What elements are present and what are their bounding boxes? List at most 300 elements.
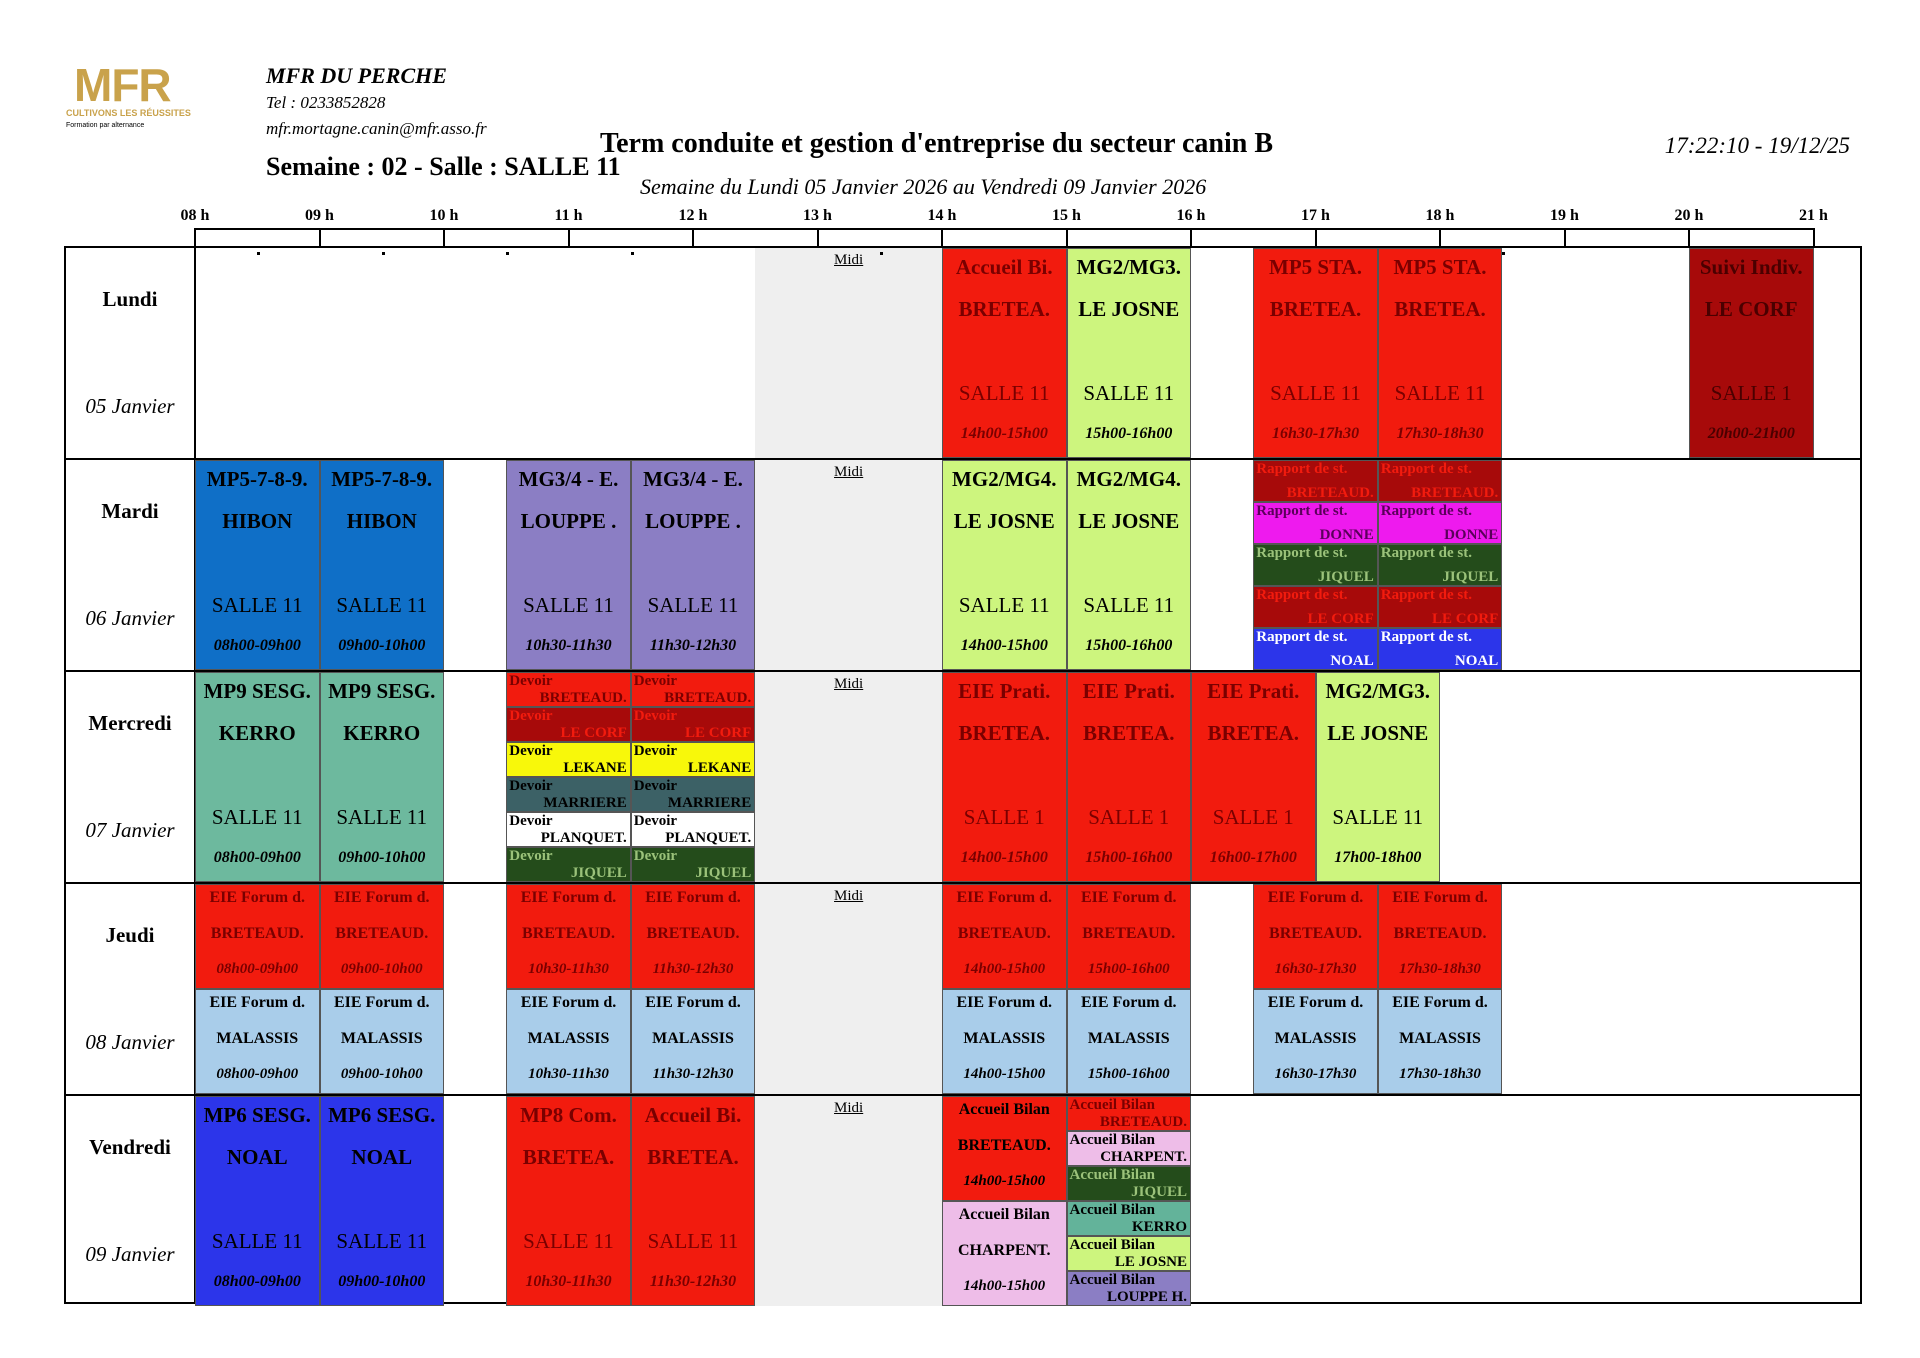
stacked-session[interactable]: [506, 847, 631, 882]
stacked-session-teacher: BRETEAUD.: [1099, 1114, 1187, 1130]
split-session-time: 14h00-15h00: [963, 961, 1046, 977]
split-session[interactable]: [942, 1096, 1067, 1201]
course-session[interactable]: [195, 1096, 320, 1306]
course-session[interactable]: [320, 672, 445, 882]
session-title: Suivi Indiv.: [1699, 255, 1803, 279]
session-room: SALLE 11: [647, 1229, 739, 1253]
split-session[interactable]: [1067, 989, 1192, 1094]
course-session[interactable]: [195, 672, 320, 882]
stacked-session[interactable]: [506, 672, 631, 707]
hour-tick: [319, 228, 321, 248]
lunch-label: Midi: [834, 676, 864, 692]
split-session[interactable]: [320, 989, 445, 1094]
split-session-teacher: BRETEAUD.: [1269, 925, 1362, 942]
stacked-session-title: Accueil Bilan: [1069, 1237, 1155, 1253]
session-title: EIE Prati.: [1082, 679, 1175, 703]
stacked-session-title: Accueil Bilan: [1069, 1132, 1155, 1148]
hour-label: 09 h: [305, 207, 334, 224]
day-date: 06 Janvier: [85, 606, 175, 630]
split-session-teacher: MALASSIS: [216, 1030, 299, 1047]
split-session[interactable]: [1378, 989, 1503, 1094]
split-session-teacher: BRETEAUD.: [1393, 925, 1487, 942]
split-session-time: 16h30-17h30: [1274, 961, 1357, 977]
org-tel: Tel : 0233852828: [266, 93, 386, 112]
session-time: 08h00-09h00: [213, 1273, 301, 1290]
session-teacher: LE JOSNE: [1078, 297, 1180, 321]
split-session[interactable]: [1253, 989, 1378, 1094]
mfr-logo: [62, 59, 222, 140]
session-room: SALLE 11: [1332, 805, 1424, 829]
stacked-session-title: Rapport de st.: [1380, 629, 1473, 645]
stacked-session[interactable]: [1378, 586, 1503, 628]
stacked-session-title: Accueil Bilan: [1069, 1202, 1155, 1218]
session-title: MG2/MG4.: [952, 467, 1057, 491]
course-session[interactable]: [1191, 672, 1316, 882]
hour-label: 11 h: [554, 207, 583, 224]
course-session[interactable]: [631, 460, 756, 670]
stacked-session[interactable]: [631, 707, 756, 742]
hour-label: 20 h: [1674, 207, 1704, 224]
split-session-time: 11h30-12h30: [652, 961, 734, 977]
hour-tick: [443, 228, 445, 248]
course-session[interactable]: [195, 460, 320, 670]
split-session-title: EIE Forum d.: [1267, 889, 1364, 906]
split-session-title: EIE Forum d.: [956, 994, 1053, 1011]
hour-label: 10 h: [429, 207, 459, 224]
grid-dot: [506, 252, 509, 255]
stacked-session-title: Rapport de st.: [1256, 461, 1348, 477]
session-title: MP8 Com.: [520, 1103, 617, 1127]
stacked-session[interactable]: [1067, 1201, 1192, 1236]
split-session-time: 11h30-12h30: [652, 1066, 734, 1082]
stacked-session-teacher: DONNE: [1319, 527, 1374, 543]
hour-tick: [194, 228, 196, 248]
split-session-time: 14h00-15h00: [963, 1278, 1046, 1294]
stacked-session-title: Devoir: [509, 778, 553, 794]
split-session-time: 09h00-10h00: [340, 1066, 423, 1082]
stacked-session-title: Rapport de st.: [1380, 503, 1473, 519]
split-session[interactable]: [506, 884, 631, 989]
session-title: MP5-7-8-9.: [206, 467, 308, 491]
course-session[interactable]: [506, 460, 631, 670]
session-teacher: LOUPPE .: [645, 509, 741, 533]
course-session[interactable]: [631, 1096, 756, 1306]
session-title: MP9 SESG.: [203, 679, 311, 703]
split-session[interactable]: [195, 884, 320, 989]
split-session-time: 14h00-15h00: [963, 1173, 1046, 1189]
day-name: Mercredi: [88, 711, 172, 735]
hour-label: 14 h: [927, 207, 957, 224]
stacked-session-title: Devoir: [509, 673, 553, 689]
split-session[interactable]: [631, 884, 756, 989]
session-time: 09h00-10h00: [338, 1273, 426, 1290]
session-room: SALLE 11: [336, 593, 428, 617]
session-title: MG2/MG3.: [1076, 255, 1181, 279]
lunch-label: Midi: [834, 1100, 864, 1116]
split-session-teacher: BRETEAUD.: [957, 1137, 1051, 1154]
split-session-teacher: BRETEAUD.: [335, 925, 429, 942]
session-time: 14h00-15h00: [960, 637, 1048, 654]
day-date: 05 Janvier: [85, 394, 175, 418]
course-session[interactable]: [320, 1096, 445, 1306]
day-date: 07 Janvier: [85, 818, 175, 842]
grid-dot: [1502, 252, 1505, 255]
session-room: SALLE 11: [1083, 593, 1175, 617]
print-timestamp: 17:22:10 - 19/12/25: [1664, 133, 1850, 158]
hour-tick: [1564, 228, 1566, 248]
split-session[interactable]: [942, 1201, 1067, 1306]
session-room: SALLE 11: [523, 1229, 614, 1253]
hour-tick: [1813, 228, 1815, 248]
stacked-session[interactable]: [1378, 460, 1503, 502]
session-title: EIE Prati.: [958, 679, 1051, 703]
day-name: Mardi: [101, 499, 159, 523]
split-session-time: 09h00-10h00: [340, 961, 423, 977]
session-time: 16h30-17h30: [1271, 425, 1360, 442]
stacked-session[interactable]: [1378, 544, 1503, 586]
session-teacher: NOAL: [226, 1145, 288, 1169]
session-room: SALLE 11: [1083, 381, 1175, 405]
session-teacher: NOAL: [351, 1145, 413, 1169]
session-time: 14h00-15h00: [960, 425, 1048, 442]
hour-tick: [568, 228, 570, 248]
lunch-break: [755, 460, 942, 670]
stacked-session-title: Devoir: [509, 708, 553, 724]
grid-dot: [631, 252, 634, 255]
session-room: SALLE 11: [336, 1229, 428, 1253]
split-session[interactable]: [942, 989, 1067, 1094]
session-time: 16h00-17h00: [1209, 849, 1297, 866]
session-time: 15h00-16h00: [1085, 425, 1173, 442]
page-title: Term conduite et gestion d'entreprise du secteur canin B: [600, 128, 1274, 159]
split-session-time: 15h00-16h00: [1087, 961, 1170, 977]
session-teacher: BRETEA.: [1082, 721, 1175, 745]
session-title: MG3/4 - E.: [518, 467, 619, 491]
day-name: Vendredi: [89, 1135, 171, 1159]
session-room: SALLE 11: [958, 593, 1050, 617]
split-session-time: 14h00-15h00: [963, 1066, 1046, 1082]
session-teacher: HIBON: [346, 509, 417, 533]
stacked-session-title: Devoir: [633, 813, 678, 829]
stacked-session[interactable]: [506, 777, 631, 812]
course-session[interactable]: [506, 1096, 631, 1306]
hour-label: 18 h: [1425, 207, 1455, 224]
hour-tick: [1315, 228, 1317, 248]
session-title: MG3/4 - E.: [643, 467, 743, 491]
session-room: SALLE 1: [1710, 381, 1792, 405]
hour-tick: [692, 228, 694, 248]
stacked-session-teacher: JIQUEL: [570, 865, 627, 881]
split-session-teacher: MALASSIS: [1274, 1030, 1357, 1047]
split-session-title: EIE Forum d.: [1080, 889, 1177, 906]
stacked-session[interactable]: [1253, 544, 1378, 586]
session-room: SALLE 11: [211, 593, 303, 617]
stacked-session-teacher: LEKANE: [687, 760, 752, 776]
session-teacher: BRETEA.: [958, 297, 1051, 321]
logo-sub: Formation par alternance: [66, 122, 145, 129]
stacked-session-title: Devoir: [509, 848, 553, 864]
stacked-session[interactable]: [1253, 460, 1378, 502]
split-session-teacher: CHARPENT.: [957, 1242, 1051, 1259]
stacked-session[interactable]: [1253, 586, 1378, 628]
stacked-session-teacher: LE CORF: [684, 725, 752, 741]
course-session[interactable]: [1067, 672, 1192, 882]
split-session-title: EIE Forum d.: [209, 994, 306, 1011]
session-time: 11h30-12h30: [649, 637, 737, 654]
session-time: 20h00-21h00: [1707, 425, 1795, 442]
grid-dot: [880, 252, 883, 255]
session-room: SALLE 1: [1088, 805, 1170, 829]
course-session[interactable]: [1378, 248, 1503, 458]
course-session[interactable]: [942, 248, 1067, 458]
session-teacher: LOUPPE .: [520, 509, 617, 533]
stacked-session[interactable]: [506, 742, 631, 777]
split-session-title: EIE Forum d.: [956, 889, 1053, 906]
split-session-teacher: BRETEAUD.: [646, 925, 740, 942]
session-room: SALLE 11: [211, 1229, 303, 1253]
stacked-session[interactable]: [1067, 1271, 1192, 1306]
split-session[interactable]: [631, 989, 756, 1094]
page-subtitle: Semaine du Lundi 05 Janvier 2026 au Vendredi 09 Janvier 2026: [640, 174, 1207, 199]
course-session[interactable]: [942, 672, 1067, 882]
stacked-session-teacher: BRETEAUD.: [664, 690, 752, 706]
session-time: 11h30-12h30: [649, 1273, 737, 1290]
split-session-title: EIE Forum d.: [209, 889, 306, 906]
session-time: 09h00-10h00: [338, 637, 426, 654]
stacked-session-title: Devoir: [633, 743, 678, 759]
split-session[interactable]: [195, 989, 320, 1094]
stacked-session[interactable]: [631, 777, 756, 812]
session-title: MP6 SESG.: [203, 1103, 311, 1127]
stacked-session-teacher: BRETEAUD.: [539, 690, 627, 706]
split-session[interactable]: [1067, 884, 1192, 989]
split-session[interactable]: [506, 989, 631, 1094]
session-teacher: KERRO: [218, 721, 296, 745]
session-time: 15h00-16h00: [1085, 849, 1173, 866]
stacked-session-teacher: BRETEAUD.: [1411, 485, 1499, 501]
split-session[interactable]: [320, 884, 445, 989]
session-title: MP5 STA.: [1393, 255, 1487, 279]
session-teacher: LE CORF: [1704, 297, 1798, 321]
lunch-break: [755, 672, 942, 882]
stacked-session[interactable]: [631, 812, 756, 847]
stacked-session-title: Devoir: [633, 673, 678, 689]
session-title: MP6 SESG.: [328, 1103, 436, 1127]
stacked-session[interactable]: [1253, 502, 1378, 544]
session-teacher: LE JOSNE: [1327, 721, 1429, 745]
split-session[interactable]: [942, 884, 1067, 989]
stacked-session-teacher: JIQUEL: [1131, 1184, 1187, 1200]
lunch-label: Midi: [834, 464, 864, 480]
split-session-teacher: BRETEAUD.: [957, 925, 1051, 942]
stacked-session[interactable]: [1378, 628, 1503, 670]
hour-label: 13 h: [803, 207, 832, 224]
stacked-session-title: Devoir: [509, 813, 553, 829]
session-time: 14h00-15h00: [960, 849, 1048, 866]
split-session-title: EIE Forum d.: [333, 994, 430, 1011]
stacked-session-title: Rapport de st.: [1256, 629, 1348, 645]
stacked-session-teacher: LE CORF: [1307, 611, 1374, 627]
session-teacher: BRETEA.: [1269, 297, 1362, 321]
hour-label: 21 h: [1799, 207, 1828, 224]
split-session-teacher: MALASSIS: [527, 1030, 610, 1047]
session-title: MP5 STA.: [1269, 255, 1362, 279]
session-room: SALLE 11: [1394, 381, 1486, 405]
day-name: Jeudi: [105, 923, 155, 947]
stacked-session-title: Devoir: [633, 848, 678, 864]
split-session[interactable]: [1378, 884, 1503, 989]
split-session-time: 17h30-18h30: [1399, 1066, 1481, 1082]
logo-brand: MFR: [74, 59, 171, 111]
stacked-session-title: Rapport de st.: [1256, 587, 1348, 603]
session-title: Accueil Bi.: [644, 1103, 742, 1127]
stacked-session-teacher: NOAL: [1454, 653, 1499, 669]
stacked-session-teacher: PLANQUET.: [665, 830, 752, 846]
stacked-session-teacher: LE CORF: [1431, 611, 1499, 627]
split-session-time: 15h00-16h00: [1087, 1066, 1170, 1082]
session-room: SALLE 1: [1212, 805, 1294, 829]
stacked-session-teacher: LOUPPE H.: [1106, 1289, 1187, 1305]
stacked-session[interactable]: [506, 812, 631, 847]
split-session-teacher: BRETEAUD.: [522, 925, 615, 942]
split-session-time: 08h00-09h00: [216, 1066, 299, 1082]
session-time: 10h30-11h30: [525, 637, 612, 654]
stacked-session-teacher: LEKANE: [563, 760, 627, 776]
session-time: 15h00-16h00: [1085, 637, 1173, 654]
session-room: SALLE 11: [647, 593, 739, 617]
stacked-session[interactable]: [506, 707, 631, 742]
session-time: 09h00-10h00: [338, 849, 426, 866]
stacked-session[interactable]: [631, 742, 756, 777]
stacked-session-title: Accueil Bilan: [1069, 1097, 1155, 1113]
split-session-teacher: MALASSIS: [340, 1030, 423, 1047]
session-teacher: BRETEA.: [522, 1145, 615, 1169]
lunch-label: Midi: [834, 888, 864, 904]
session-title: MP5-7-8-9.: [331, 467, 433, 491]
stacked-session[interactable]: [631, 847, 756, 882]
course-session[interactable]: [1067, 248, 1192, 458]
lunch-break: [755, 248, 942, 458]
stacked-session[interactable]: [1253, 628, 1378, 670]
split-session-time: 16h30-17h30: [1274, 1066, 1357, 1082]
split-session-title: EIE Forum d.: [645, 889, 741, 906]
org-name: MFR DU PERCHE: [266, 63, 447, 88]
split-session-time: 17h30-18h30: [1399, 961, 1481, 977]
course-session[interactable]: [1689, 248, 1814, 458]
session-room: SALLE 11: [336, 805, 428, 829]
split-session-time: 10h30-11h30: [528, 961, 609, 977]
stacked-session-title: Devoir: [509, 743, 553, 759]
hour-tick: [941, 228, 943, 248]
hour-tick: [817, 228, 819, 248]
stacked-session-teacher: MARRIERE: [667, 795, 752, 811]
session-teacher: KERRO: [343, 721, 421, 745]
stacked-session[interactable]: [1067, 1096, 1192, 1131]
stacked-session-teacher: NOAL: [1330, 653, 1374, 669]
course-session[interactable]: [1067, 460, 1192, 670]
split-session-title: EIE Forum d.: [645, 994, 741, 1011]
stacked-session[interactable]: [1378, 502, 1503, 544]
day-name: Lundi: [102, 287, 158, 311]
split-session-time: 08h00-09h00: [216, 961, 299, 977]
stacked-session-teacher: MARRIERE: [543, 795, 627, 811]
split-session-teacher: MALASSIS: [1087, 1030, 1170, 1047]
split-session-title: EIE Forum d.: [520, 994, 617, 1011]
grid-dot: [257, 252, 260, 255]
hour-tick: [1190, 228, 1192, 248]
stacked-session-teacher: JIQUEL: [1317, 569, 1374, 585]
course-session[interactable]: [1316, 672, 1441, 882]
split-session-title: EIE Forum d.: [1392, 994, 1488, 1011]
split-session-title: EIE Forum d.: [333, 889, 430, 906]
split-session[interactable]: [1253, 884, 1378, 989]
stacked-session-title: Rapport de st.: [1256, 545, 1348, 561]
stacked-session[interactable]: [1067, 1166, 1192, 1201]
stacked-session-teacher: JIQUEL: [695, 865, 752, 881]
stacked-session-title: Rapport de st.: [1380, 545, 1473, 561]
session-room: SALLE 1: [963, 805, 1045, 829]
hour-tick: [1688, 228, 1690, 248]
session-title: EIE Prati.: [1207, 679, 1300, 703]
course-session[interactable]: [320, 460, 445, 670]
stacked-session-title: Accueil Bilan: [1069, 1167, 1155, 1183]
session-time: 10h30-11h30: [525, 1273, 612, 1290]
stacked-session-title: Devoir: [633, 708, 678, 724]
hour-label: 16 h: [1176, 207, 1206, 224]
stacked-session[interactable]: [1067, 1131, 1192, 1166]
session-room: SALLE 11: [523, 593, 614, 617]
stacked-session[interactable]: [631, 672, 756, 707]
stacked-session-teacher: LE CORF: [560, 725, 627, 741]
split-session-title: Accueil Bilan: [958, 1101, 1050, 1118]
grid-dot: [382, 252, 385, 255]
day-date: 09 Janvier: [85, 1242, 175, 1266]
hour-label: 19 h: [1550, 207, 1579, 224]
day-date: 08 Janvier: [85, 1030, 175, 1054]
hour-tick: [1066, 228, 1068, 248]
split-session-title: EIE Forum d.: [520, 889, 617, 906]
course-session[interactable]: [1253, 248, 1378, 458]
course-session[interactable]: [942, 460, 1067, 670]
stacked-session-teacher: LE JOSNE: [1114, 1254, 1187, 1270]
session-teacher: BRETEA.: [1207, 721, 1300, 745]
logo-tagline: CULTIVONS LES RÉUSSITES: [66, 108, 191, 118]
split-session-time: 10h30-11h30: [528, 1066, 609, 1082]
split-session-teacher: MALASSIS: [1399, 1030, 1481, 1047]
session-teacher: LE JOSNE: [1078, 509, 1180, 533]
stacked-session-teacher: KERRO: [1131, 1219, 1187, 1235]
hour-label: 12 h: [678, 207, 708, 224]
split-session-teacher: MALASSIS: [652, 1030, 734, 1047]
session-teacher: BRETEA.: [1394, 297, 1486, 321]
session-title: MG2/MG3.: [1325, 679, 1430, 703]
hour-label: 08 h: [180, 207, 210, 224]
session-teacher: BRETEA.: [958, 721, 1051, 745]
org-email: mfr.mortagne.canin@mfr.asso.fr: [266, 119, 487, 138]
week-room: Semaine : 02 - Salle : SALLE 11: [266, 152, 621, 181]
stacked-session-title: Rapport de st.: [1380, 461, 1473, 477]
lunch-break: [755, 1096, 942, 1306]
hour-label: 15 h: [1052, 207, 1081, 224]
hour-label: 17 h: [1301, 207, 1330, 224]
session-teacher: BRETEA.: [647, 1145, 739, 1169]
session-time: 17h00-18h00: [1334, 849, 1422, 866]
stacked-session[interactable]: [1067, 1236, 1192, 1271]
session-room: SALLE 11: [211, 805, 303, 829]
stacked-session-title: Rapport de st.: [1380, 587, 1473, 603]
split-session-teacher: BRETEAUD.: [210, 925, 304, 942]
split-session-title: EIE Forum d.: [1080, 994, 1177, 1011]
